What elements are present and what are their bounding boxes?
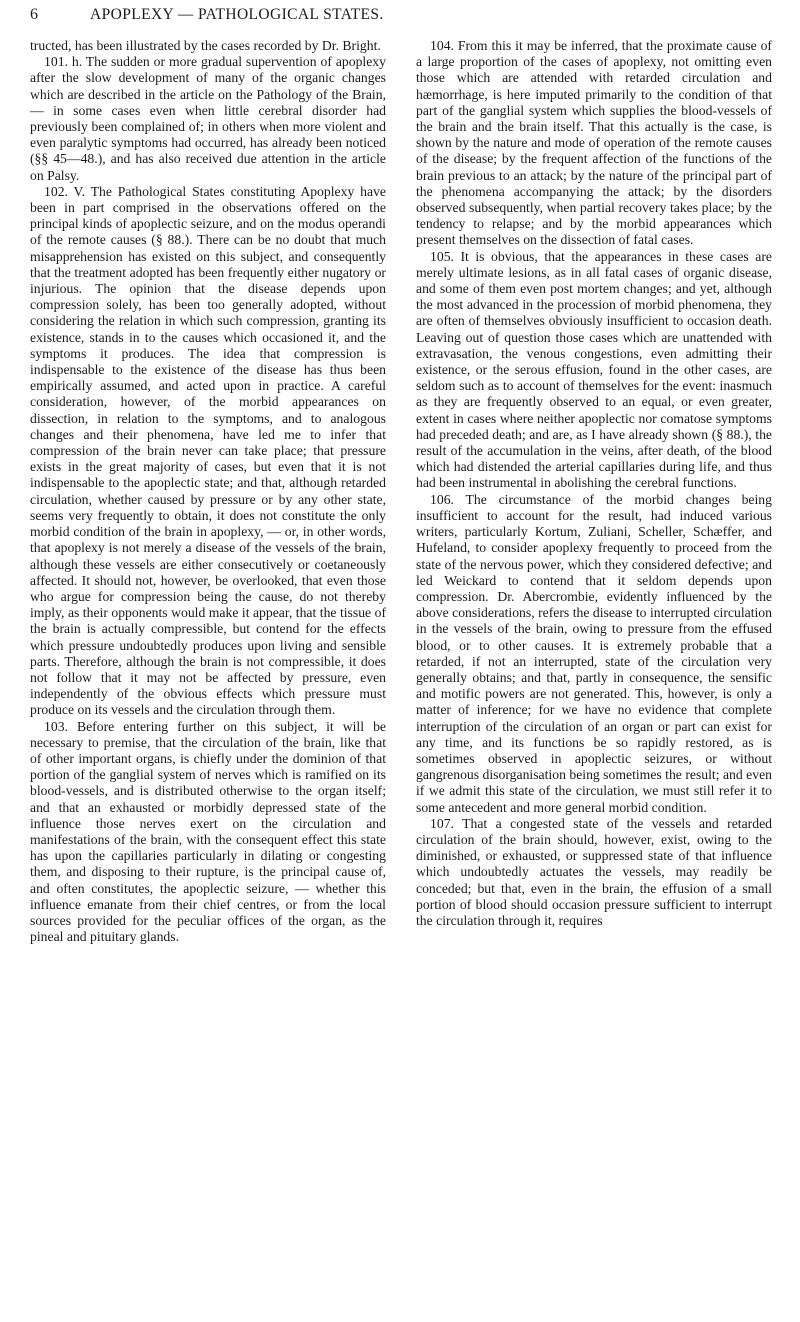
page-header <box>30 6 772 30</box>
paragraph-105: 105. It is obvious, that the appearances in these cases are merely ultimate lesions, as in all fatal cases of organic disease, and some of them even post mortem changes; and yet, although the most advanced in the procession of morbid phenomena, they are often of themselves obviously insufficient to occasion death. Leaving out of question those cases which are unattended with extravasation, the venous congestions, even admitting their existence, or the serous effusion, found in the other cases, are seldom such as to account of themselves for the event: inasmuch as they are frequently observed to an equal, or even greater, extent in cases where neither apoplectic nor comatose symptoms had preceded death; and are, as I have already shown (§ 88.), the result of the accumulation in the veins, after death, of the blood which had distended the arterial capillaries during life, and thus had been instrumental in abolishing the cerebral functions. <box>416 248 772 491</box>
left-column <box>30 38 386 945</box>
paragraph-107: 107. That a congested state of the vessels and retarded circulation of the brain should, however, exist, owing to the diminished, or exhausted, or suppressed state of that influence which undoubtedly actuates the vessels, may readily be conceded; but that, even in the brain, the effusion of a small portion of blood should occasion pressure sufficient to interrupt the circulation through it, requires <box>416 815 772 928</box>
paragraph-101: 101. h. The sudden or more gradual supervention of apoplexy after the slow development of many of the organic changes which are described in the article on the Pathology of the Brain, — in some cases even when little cerebral disorder had previously been complained of; in others when more violent and even paralytic symptoms had occurred, has already been noticed (§§ 45—48.), and has also received due attention in the article on Palsy. <box>30 54 386 183</box>
running-title: APOPLEXY — PATHOLOGICAL STATES. <box>90 6 384 23</box>
paragraph-102: 102. V. The Pathological States constituting Apoplexy have been in part comprised in the observations offered on the principal kinds of apoplectic seizure, and on the modus operandi of the remote causes (§ 88.). There can be no doubt that much misapprehension has existed on this subject, and consequently that the treatment adopted has been frequently either nugatory or injurious. The opinion that the disease depends upon compression solely, has been too generally adopted, without considering the relation in which such compression, granting its existence, stands in to the causes which occasioned it, and the symptoms it produces. The idea that compression is indispensable to the existence of the disease has thus been empirically assumed, and acted upon in practice. A careful consideration, however, of the morbid appearances on dissection, in relation to the symptoms, and to analogous changes and their phenomena, have led me to infer that compression of the brain never can take place; that pressure exists in the great majority of cases, but even that it is not indispensable to the apoplectic state; and that, although retarded circulation, whether caused by pressure or by any other state, seems very frequently to obtain, it does not constitute the only morbid condition of the brain in apoplexy, — or, in other words, that apoplexy is not merely a disease of the vessels of the brain, although these vessels are either consecutively or coetaneously affected. It should not, however, be overlooked, that even those who argue for compression being the cause, do not thereby imply, as their opponents would make it appear, that the tissue of the brain is actually compressible, but contend for the effects which pressure undoubtedly produces upon living and sensible parts. Therefore, although the brain is not compressible, it does not follow that it may not be affected by pressure, even independently of the obvious effects which pressure must produce on its vessels and the circulation through them. <box>30 183 386 718</box>
paragraph-104: 104. From this it may be inferred, that the proximate cause of a large proportion of the cases of apoplexy, not omitting even those which are attended with retarded circulation and hæmorrhage, is here imputed primarily to the condition of that part of the ganglial system which supplies the blood-vessels of the brain and the brain itself. That this actually is the case, is shown by the nature and mode of operation of the remote causes of the disease; by the frequent affection of the functions of the brain previous to an attack; by the nature of the principal part of the phenomena accompanying the attack; by the disorders observed subsequently, when partial recovery takes place; by the tendency to relapse; and by the morbid appearances which present themselves on the dissection of fatal cases. <box>416 38 772 248</box>
paragraph-106: 106. The circumstance of the morbid changes being insufficient to account for the result, had induced various writers, particularly Kortum, Zuliani, Scheller, Schæffer, and Hufeland, to consider apoplexy frequently to proceed from the state of the nervous power, which they considered defective; and led Weickard to contend that it seldom depends upon compression. Dr. Abercrombie, evidently influenced by the above considerations, refers the disease to interrupted circulation in the vessels of the brain, owing to pressure from the effused blood, or to other causes. It is extremely probable that a retarded, if not an interrupted, state of the circulation very generally obtains; and that, partly in consequence, the sensific and motific powers are not generated. This, however, is only a matter of inference; for we have no evidence that complete interruption of the circulation of an organ or part can exist for any time, and its functions be so rapidly restored, as is sometimes observed in apoplectic seizures, or without gangrenous disorganisation being sometimes the result; and even if we admit this state of the circulation, we must still refer it to some antecedent and more general morbid condition. <box>416 491 772 815</box>
page-number: 6 <box>30 6 39 23</box>
right-column <box>416 38 772 945</box>
paragraph-continued: tructed, has been illustrated by the cases recorded by Dr. Bright. <box>30 38 381 53</box>
paragraph-103: 103. Before entering further on this subject, it will be necessary to premise, that the circulation of the brain, like that of other important organs, is chiefly under the dominion of that portion of the ganglial system of nerves which is ramified on its blood-vessels, and is distributed otherwise to the organ itself; and that an exhausted or morbidly depressed state of the influence those nerves exert on the circulation and manifestations of the brain, with the consequent effect this state has upon the capillaries particularly in dilating or congesting them, and disposing to their rupture, is the principal cause of, and often constitutes, the apoplectic seizure, — whether this influence emanate from their chief centres, or from the local sources provided for the peculiar offices of the organ, as the pineal and pituitary glands. <box>30 718 386 945</box>
text-columns <box>30 38 772 945</box>
